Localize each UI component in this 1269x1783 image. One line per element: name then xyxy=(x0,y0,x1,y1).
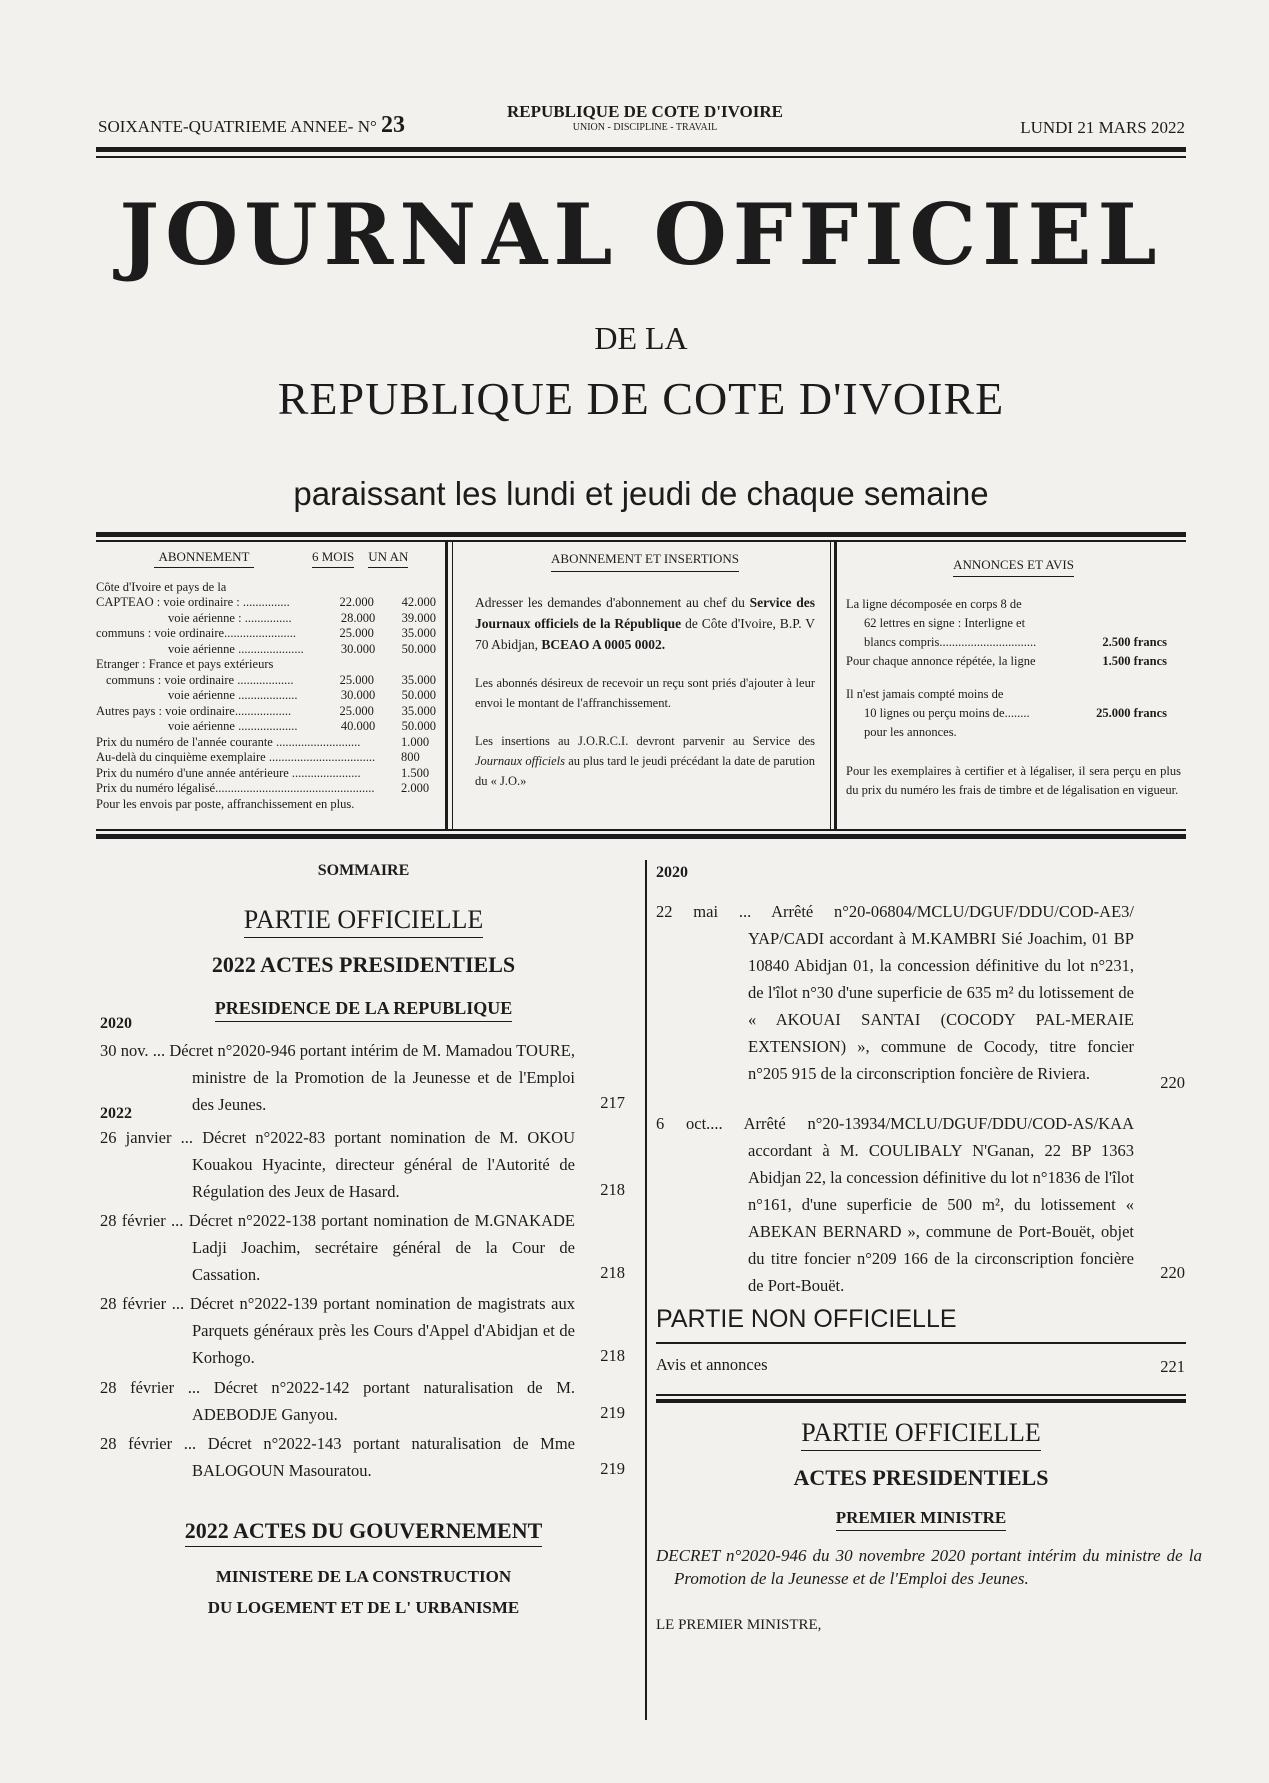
sommaire-entry-text xyxy=(100,1124,575,1205)
abonnement-row-label: communs : voie ordinaire .................. xyxy=(106,672,294,687)
insertions-box xyxy=(475,549,815,791)
insertions-p1 xyxy=(475,592,815,655)
right-entry-desc: Arrêté n°20-13934/MCLU/DGUF/DDU/COD-AS/KAA accordant à M. COULIBALY N'Ganan, 22 BP 1363 Abidjan 22, la concession définitive du lot n°1836 de l'îlot n°161, d'une superficie de 500 m², du lotissement « ABEKAN BERNARD », commune de Port-Bouët, objet du titre foncier n°209 166 de la circonscription foncière de Port-Bouët. xyxy=(743,1114,1135,1295)
sommaire-entry-text xyxy=(100,1374,575,1428)
sommaire-entry-date: 28 février ... xyxy=(100,1434,208,1453)
right-entry xyxy=(656,1110,1134,1299)
sommaire-ministere-1: MINISTERE DE LA CONSTRUCTION xyxy=(215,1567,512,1586)
abonnement-row xyxy=(96,595,436,611)
abonnement-row-label: Etranger : France et pays extérieurs xyxy=(96,657,274,671)
sommaire-actes-gouvernement xyxy=(96,1518,631,1547)
insertions-p2: Les abonnés désireux de recevoir un reçu sont priés d'ajouter à leur envoi le montant de l'affranchissement. xyxy=(475,676,815,710)
sommaire-year-2022: 2022 xyxy=(100,1105,132,1122)
right-premier-ministre xyxy=(656,1508,1186,1531)
sommaire-entry xyxy=(100,1430,575,1484)
abonnement-col-6mois: 6 MOIS xyxy=(312,549,354,568)
sommaire-entry-page: 219 xyxy=(600,1459,625,1478)
sommaire-entry-text xyxy=(100,1430,575,1484)
abonnement-row-6mois: 25.000 xyxy=(339,703,374,718)
insertions-p3-italic: Journaux officiels xyxy=(475,754,565,768)
decret-title: DECRET n°2020-946 du 30 novembre 2020 portant intérim du ministre de la Promotion de la Jeunesse et de l'Emploi des Jeunes. xyxy=(656,1546,1202,1588)
abonnement-row-unan: 50.000 xyxy=(401,719,436,733)
top-rule xyxy=(96,147,1186,152)
sommaire-entry-page: 218 xyxy=(600,1180,625,1199)
annonces-price-1: 2.500 francs xyxy=(1102,635,1167,649)
issue-date: LUNDI 21 MARS 2022 xyxy=(1020,118,1185,137)
sommaire-entry-text xyxy=(100,1207,575,1288)
insertions-heading: ABONNEMENT ET INSERTIONS xyxy=(551,549,739,572)
right-entry xyxy=(656,898,1134,1087)
right-rule xyxy=(656,1399,1186,1403)
abonnement-footer: Pour les envois par poste, affranchissement en plus. xyxy=(96,796,355,811)
sommaire-entry-date: 26 janvier ... xyxy=(100,1128,203,1147)
column-separator xyxy=(645,860,647,1720)
journal-title: JOURNAL OFFICIEL xyxy=(119,185,1163,284)
sommaire-entry-desc: Décret n°2022-138 portant nomination de M.GNAKADE Ladji Joachim, secrétaire général de la Cour de Cassation. xyxy=(188,1211,575,1284)
abonnement-row xyxy=(96,642,436,658)
insertions-p1-bold: Service des Journaux officiels de la République xyxy=(475,595,816,631)
sommaire-entry-desc: Décret n°2022-139 portant nomination de magistrats aux Parquets généraux près les Cours d'Appel d'Abidjan et de Korhogo. xyxy=(189,1294,575,1367)
right-entry-page: 220 xyxy=(1160,1073,1185,1092)
sommaire-entry-page: 218 xyxy=(600,1346,625,1365)
abonnement-row-label: CAPTEAO : voie ordinaire : ............... xyxy=(96,595,290,609)
right-partie-officielle-label: PARTIE OFFICIELLE xyxy=(801,1418,1040,1451)
sommaire-actes-gouvernement-label: 2022 ACTES DU GOUVERNEMENT xyxy=(185,1518,543,1547)
issue-prefix: SOIXANTE-QUATRIEME ANNEE- N° xyxy=(98,117,377,136)
insertions-p1-bold2: BCEAO A 0005 0002. xyxy=(541,637,666,652)
sommaire-entry xyxy=(100,1124,575,1205)
sommaire-presidence xyxy=(96,998,631,1022)
sommaire-entry-desc: Décret n°2022-143 portant naturalisation de Mme BALOGOUN Masouratou. xyxy=(192,1434,575,1480)
box-bottom-rule xyxy=(96,834,1186,839)
annonces-box xyxy=(846,549,1181,800)
right-entry-date: 6 oct.... xyxy=(656,1114,744,1133)
annonces-line-7: pour les annonces. xyxy=(864,725,957,739)
sommaire-entry-date: 28 février ... xyxy=(100,1294,190,1313)
masthead-republic: REPUBLIQUE DE COTE D'IVOIRE xyxy=(277,373,1005,424)
sommaire-entry-desc: Décret n°2020-946 portant intérim de M. Mamadou TOURE, ministre de la Promotion de la Jeunesse et de l'Emploi des Jeunes. xyxy=(169,1041,576,1114)
abonnement-row xyxy=(96,673,436,689)
abonnement-rows xyxy=(96,580,436,735)
sommaire-partie-officielle-label: PARTIE OFFICIELLE xyxy=(244,905,483,938)
box-divider-2b xyxy=(834,542,837,830)
abonnement-row-unan: 35.000 xyxy=(401,672,436,687)
insertions-p3 xyxy=(475,731,815,791)
abonnement-row-6mois xyxy=(337,580,374,596)
masthead-frequency: paraissant les lundi et jeudi de chaque semaine xyxy=(293,475,989,512)
abonnement-row-unan xyxy=(374,657,436,673)
annonces-line-6 xyxy=(846,704,1181,723)
box-top-rule xyxy=(96,532,1186,537)
abonnement-row-label: communs : voie ordinaire....................... xyxy=(96,626,296,640)
right-entry-date: 22 mai ... xyxy=(656,902,772,921)
box-divider-1b xyxy=(452,542,453,830)
abonnement-row-6mois: 30.000 xyxy=(340,641,376,656)
abonnement-row xyxy=(96,688,436,704)
partie-non-officielle: PARTIE NON OFFICIELLE xyxy=(656,1305,957,1333)
right-premier-ministre-label: PREMIER MINISTRE xyxy=(836,1508,1007,1531)
annonces-line-3 xyxy=(846,633,1181,652)
sommaire-actes-presidentiels: 2022 ACTES PRESIDENTIELS xyxy=(211,952,516,977)
abonnement-row xyxy=(96,611,436,627)
sommaire-entry xyxy=(100,1037,575,1118)
motto: UNION - DISCIPLINE - TRAVAIL xyxy=(572,122,718,133)
sommaire-entry-page: 218 xyxy=(600,1263,625,1282)
abonnement-price-row xyxy=(96,766,436,782)
annonces-line-3-label: blancs compris............................... xyxy=(864,635,1037,649)
right-year-2020: 2020 xyxy=(656,864,688,881)
right-entry-desc: Arrêté n°20-06804/MCLU/DGUF/DDU/COD-AE3/ YAP/CADI accordant à M.KAMBRI Sié Joachim, 01 BP 10840 Abidjan 01, la concession définitive du lot n°231, de l'îlot n°30 d'une superficie de 635 m² du lotissement de « AKOUAI SANTAI (COCODY PAL-MERAIE EXTENSION) », commune de Cocody, titre foncier n°205 915 de la circonscription foncière de Riviera. xyxy=(748,902,1134,1083)
sommaire-entry-page: 219 xyxy=(600,1403,625,1422)
annonces-price-2: 1.500 francs xyxy=(1102,654,1167,668)
top-rule-thin xyxy=(96,156,1186,158)
sommaire-entry xyxy=(100,1290,575,1371)
abonnement-box xyxy=(96,549,436,812)
republic-header xyxy=(480,102,810,133)
abonnement-heading: ABONNEMENT xyxy=(154,549,254,568)
sommaire-year-2020: 2020 xyxy=(100,1015,132,1032)
abonnement-row-unan: 39.000 xyxy=(401,610,436,625)
insertions-p3-a: Les insertions au J.O.R.C.I. devront parvenir au Service des xyxy=(475,734,815,748)
abonnement-row-6mois: 25.000 xyxy=(339,626,374,640)
sommaire-entry-date: 28 février ... xyxy=(100,1211,189,1230)
abonnement-row-6mois: 30.000 xyxy=(340,688,376,702)
box-bottom-rule-thin xyxy=(96,829,1186,831)
annonces-line-2: 62 lettres en signe : Interligne et xyxy=(864,616,1026,630)
box-divider-1 xyxy=(445,542,448,830)
abonnement-row-6mois xyxy=(337,657,374,673)
sommaire-entry-date: 30 nov. ... xyxy=(100,1041,170,1060)
republic-name: REPUBLIQUE DE COTE D'IVOIRE xyxy=(507,102,783,121)
pno-rule xyxy=(656,1342,1186,1344)
sommaire-entry-desc: Décret n°2022-83 portant nomination de M. OKOU Kouakou Hyacinte, directeur général de l'Autorité de Régulation des Jeux de Hasard. xyxy=(192,1128,575,1201)
abonnement-row-6mois: 22.000 xyxy=(339,595,374,609)
annonces-heading: ANNONCES ET AVIS xyxy=(953,555,1074,577)
avis-annonces: Avis et annonces xyxy=(656,1355,768,1374)
right-actes-presidentiels: ACTES PRESIDENTIELS xyxy=(793,1465,1049,1490)
abonnement-row xyxy=(96,657,436,673)
sommaire-partie-officielle xyxy=(96,905,631,938)
abonnement-row-label: Autres pays : voie ordinaire.................. xyxy=(96,703,292,718)
abonnement-row-unan xyxy=(374,580,436,596)
avis-page: 221 xyxy=(1160,1357,1185,1376)
abonnement-price-label: Prix du numéro de l'année courante ........................... xyxy=(96,734,361,749)
issue-number: 23 xyxy=(381,112,406,138)
abonnement-prices xyxy=(96,735,436,797)
abonnement-price-value: 1.500 xyxy=(401,765,430,780)
annonces-line-1: La ligne décomposée en corps 8 de xyxy=(846,597,1022,611)
annonces-line-5: Il n'est jamais compté moins de xyxy=(846,687,1004,701)
insertions-p1-a: Adresser les demandes d'abonnement au chef du xyxy=(475,595,745,610)
sommaire-ministere-2: DU LOGEMENT ET DE L' URBANISME xyxy=(207,1598,520,1617)
abonnement-row-label: voie aérienne ................... xyxy=(168,688,298,702)
box-divider-2 xyxy=(830,542,831,830)
abonnement-row-label: voie aérienne : ............... xyxy=(168,610,292,625)
abonnement-row-unan: 35.000 xyxy=(401,626,437,640)
sommaire-entry-page: 217 xyxy=(600,1093,625,1112)
insertions-p3-b: au plus tard le jeudi précédant la date de parution du « J.O.» xyxy=(475,754,815,788)
masthead-de-la: DE LA xyxy=(594,320,688,356)
right-rule-thin xyxy=(656,1394,1186,1396)
abonnement-price-label: Au-delà du cinquième exemplaire .................................. xyxy=(96,750,376,764)
issue-line xyxy=(98,112,405,139)
abonnement-price-value: 2.000 xyxy=(401,781,430,795)
annonces-line-6-label: 10 lignes ou perçu moins de........ xyxy=(864,706,1030,720)
abonnement-price-value: 1.000 xyxy=(401,734,430,749)
abonnement-row-unan: 35.000 xyxy=(401,703,437,718)
abonnement-row xyxy=(96,719,436,735)
right-entry-page: 220 xyxy=(1160,1263,1185,1282)
right-partie-officielle xyxy=(656,1418,1186,1451)
abonnement-price-row xyxy=(96,735,436,751)
abonnement-row-label: voie aérienne ..................... xyxy=(168,641,304,656)
abonnement-price-label: Prix du numéro légalisé................................................... xyxy=(96,781,375,795)
abonnement-row-6mois: 28.000 xyxy=(340,610,376,625)
annonces-line-4-label: Pour chaque annonce répétée, la ligne xyxy=(846,654,1036,668)
abonnement-row-unan: 42.000 xyxy=(401,595,437,609)
abonnement-row xyxy=(96,626,436,642)
abonnement-row-unan: 50.000 xyxy=(401,688,436,702)
abonnement-row-label: voie aérienne ................... xyxy=(168,719,298,733)
abonnement-row-6mois: 25.000 xyxy=(339,672,375,687)
sommaire-entry-date: 28 février ... xyxy=(100,1378,214,1397)
right-entry-text xyxy=(656,898,1134,1087)
sommaire-entry xyxy=(100,1207,575,1288)
right-entry-text xyxy=(656,1110,1134,1299)
abonnement-row-6mois: 40.000 xyxy=(340,719,376,733)
sommaire-title: SOMMAIRE xyxy=(317,862,410,879)
abonnement-col-unan: UN AN xyxy=(368,549,408,568)
annonces-line-4 xyxy=(846,652,1181,671)
sommaire-entry-text xyxy=(100,1037,575,1118)
sommaire-presidence-label: PRESIDENCE DE LA REPUBLIQUE xyxy=(215,998,513,1022)
abonnement-price-value: 800 xyxy=(401,750,420,764)
le-premier-ministre: LE PREMIER MINISTRE, xyxy=(656,1617,822,1633)
insertions-p1-b: de Côte d'Ivoire, B.P. V 70 Abidjan, xyxy=(475,616,815,652)
abonnement-price-row xyxy=(96,781,436,797)
annonces-line-8: Pour les exemplaires à certifier et à légaliser, il sera perçu en plus du prix du numéro les frais de timbre et de légalisation en vigueur. xyxy=(846,764,1181,797)
abonnement-row xyxy=(96,704,436,720)
abonnement-price-row xyxy=(96,750,436,766)
box-top-rule-thin xyxy=(96,540,1186,542)
sommaire-entry xyxy=(100,1374,575,1428)
sommaire-entry-text xyxy=(100,1290,575,1371)
abonnement-row xyxy=(96,580,436,596)
abonnement-price-label: Prix du numéro d'une année antérieure ...................... xyxy=(96,765,361,780)
abonnement-row-label: Côte d'Ivoire et pays de la xyxy=(96,579,227,594)
abonnement-row-unan: 50.000 xyxy=(401,641,436,656)
annonces-price-3: 25.000 francs xyxy=(1096,706,1167,720)
sommaire-entry-desc: Décret n°2022-142 portant naturalisation de M. ADEBODJE Ganyou. xyxy=(192,1378,575,1424)
